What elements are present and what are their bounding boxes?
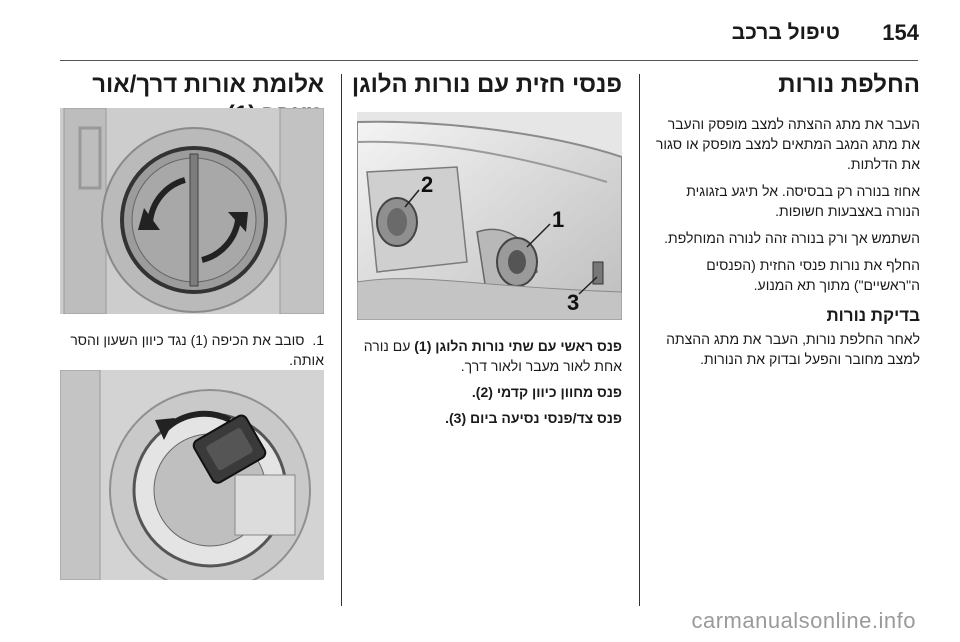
headlight-illustration xyxy=(357,112,622,320)
step-text: סובב את הכיפה (1) נגד כיוון השעון והסר אותה. xyxy=(70,332,324,368)
bulb-replacement-section xyxy=(650,70,920,376)
step-number: 1. xyxy=(312,332,324,348)
section-heading: אלומת אורות דרך/אור xyxy=(92,71,324,98)
check-paragraph: לאחר החלפת נורות, העבר את מתג ההצתה למצב מחובר והפעל ובדוק את הנורות. xyxy=(666,331,920,367)
column-divider-right xyxy=(639,74,640,606)
check-heading: בדיקת נורות xyxy=(826,306,920,325)
halogen-headlights-section xyxy=(337,70,622,114)
callout-label-1: 1 xyxy=(552,207,565,232)
caption-headlamp xyxy=(337,336,622,376)
page-header xyxy=(0,0,960,60)
paragraph-same-bulb: השתמש אך ורק בנורה זהה לנורה המוחלפת. xyxy=(664,230,920,246)
bulb-removal-illustration xyxy=(60,370,324,580)
page-number: 154 xyxy=(882,20,919,45)
caption-headlamp-bold: פנס ראשי עם שתי נורות הלוגן (1) xyxy=(414,338,622,354)
paragraph-glass: אחוז בנורה רק בבסיסה. אל תיגע בזגוגית הנורה באצבעות חשופות. xyxy=(686,183,920,219)
caption-turn-signal: פנס מחוון כיוון קדמי (2). xyxy=(471,384,622,400)
cap-removal-illustration xyxy=(60,108,324,314)
paragraph-ignition: העבר את מתג ההצתה למצב מופסק והעבר את מתג המגב המתאים למצב מופסק או סגור את הדלתות. xyxy=(655,116,920,172)
caption-headlamp-rest: עם נורה אחת לאור מעבר ולאור דרך. xyxy=(363,338,622,374)
header-divider xyxy=(60,60,918,61)
step-1 xyxy=(60,330,324,370)
headlight-diagram xyxy=(357,112,622,320)
section-title: טיפול ברכב xyxy=(731,21,840,44)
bulb-diagram xyxy=(60,370,324,580)
caption-side-light: פנס צד/פנסי נסיעה ביום (3). xyxy=(445,410,622,426)
headlight-captions xyxy=(337,336,622,434)
callout-label-2: 2 xyxy=(421,172,434,197)
callout-label-3: 3 xyxy=(567,290,580,315)
section-heading: החלפת נורות xyxy=(778,71,920,98)
section-heading: פנסי חזית עם נורות הלוגן xyxy=(351,71,622,98)
paragraph-engine-bay: החלף את נורות פנסי החזית (הפנסים ה"ראשיים") מתוך תא המנוע. xyxy=(706,257,920,293)
cap-diagram xyxy=(60,108,324,314)
watermark: carmanualsonline.info xyxy=(691,608,916,633)
